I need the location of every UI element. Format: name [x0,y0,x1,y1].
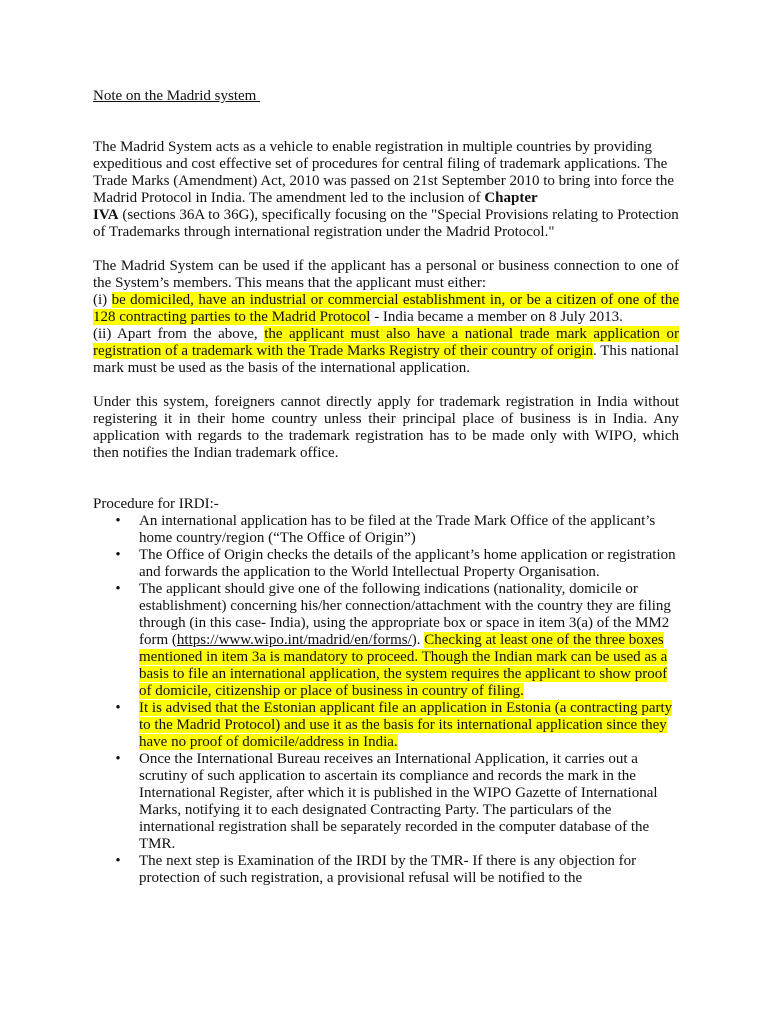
list-item-highlight: It is advised that the Estonian applicant file an application in Estonia (a contracting party to the Madrid Protocol) and use it as the basis for its international application since they have no proof of domicile/address in India. [139,700,673,750]
intro-paragraph [93,139,679,241]
bullet-icon: • [115,751,121,767]
item1-suffix: - India became a member on 8 July 2013. [370,309,623,325]
list-item-text: The applicant should give one of the following indications (nationality, domicile or establishment) concerning his/her connection/attachment with the country they are filing through (in this case- India), using the appropriate box or space in item 3(a) of the MM2 form ( [139,581,671,648]
chapter-bold: Chapter [484,190,538,206]
eligibility-paragraph [93,258,679,377]
foreigners-text: Under this system, foreigners cannot directly apply for trademark registration in India without registering it in their home country unless their principal place of business is in India. Any application with regards to the trademark registration has to be made only with WIPO, which then notifies the Indian trademark office. [93,394,679,461]
intro-text: The Madrid System acts as a vehicle to enable registration in multiple countries by providing expeditious and cost effective set of procedures for central filing of trademark applications. The Trade Marks (Amendment) Act, 2010 was passed on 21st September 2010 to bring into force the Madrid Protocol in India. The amendment led to the inclusion of [93,139,675,206]
procedure-list [93,513,679,887]
list-item-highlight: Checking at least one of the three boxes mentioned in item 3a is mandatory to proceed. Though the Indian mark can be used as a basis to file an international application, the system requires the applicant to show proof of domicile, citizenship or place of business in country of filing. [139,632,668,699]
document-page [93,88,679,887]
list-item-text: An international application has to be filed at the Trade Mark Office of the applicant’s home country/region (“The Office of Origin”) [139,513,656,546]
procedure-heading: Procedure for IRDI:- [93,496,219,512]
item1-highlight: be domiciled, have an industrial or commercial establishment in, or be a citizen of one of the 128 contracting parties to the Madrid Protocol [93,292,679,325]
bullet-icon: • [115,547,121,563]
list-item [93,853,679,887]
list-item-text: ). [411,632,425,648]
list-item [93,581,679,700]
list-item-text: The Office of Origin checks the details of the applicant’s home application or registration and forwards the application to the World Intellectual Property Organisation. [139,547,676,580]
item2-prefix: (ii) Apart from the above, [93,326,265,342]
item1-prefix: (i) [93,292,112,308]
bullet-icon: • [115,513,121,529]
foreigners-paragraph [93,394,679,462]
list-item-text: The next step is Examination of the IRDI by the TMR- If there is any objection for protection of such registration, a provisional refusal will be notified to the [139,853,637,886]
item2-suffix: . This national mark must be used as the basis of the international application. [93,343,680,376]
list-item [93,547,679,581]
eligibility-lead: The Madrid System can be used if the applicant has a personal or business connection to one of the System’s members. This means that the applicant must either: [93,258,679,291]
list-item-text: Once the International Bureau receives an International Application, it carries out a scrutiny of such application to ascertain its compliance and records the mark in the International Register, after which it is published in the WIPO Gazette of International Marks, notifying it to each designated Contracting Party. The particulars of the international registration shall be separately recorded in the computer database of the TMR. [139,751,658,852]
bullet-icon: • [115,853,121,869]
wipo-forms-link[interactable]: https://www.wipo.int/madrid/en/forms/ [176,632,412,648]
list-item [93,751,679,853]
document-title: Note on the Madrid system [93,88,261,104]
iva-bold: IVA [93,207,119,223]
list-item [93,513,679,547]
bullet-icon: • [115,700,121,716]
intro-text-cont: (sections 36A to 36G), specifically focusing on the "Special Provisions relating to Protection of Trademarks through international registration under the Madrid Protocol." [93,207,679,240]
item2-highlight: the applicant must also have a national trade mark application or registration of a trademark with the Trade Marks Registry of their country of origin [93,326,679,359]
bullet-icon: • [115,581,121,597]
list-item [93,700,679,751]
